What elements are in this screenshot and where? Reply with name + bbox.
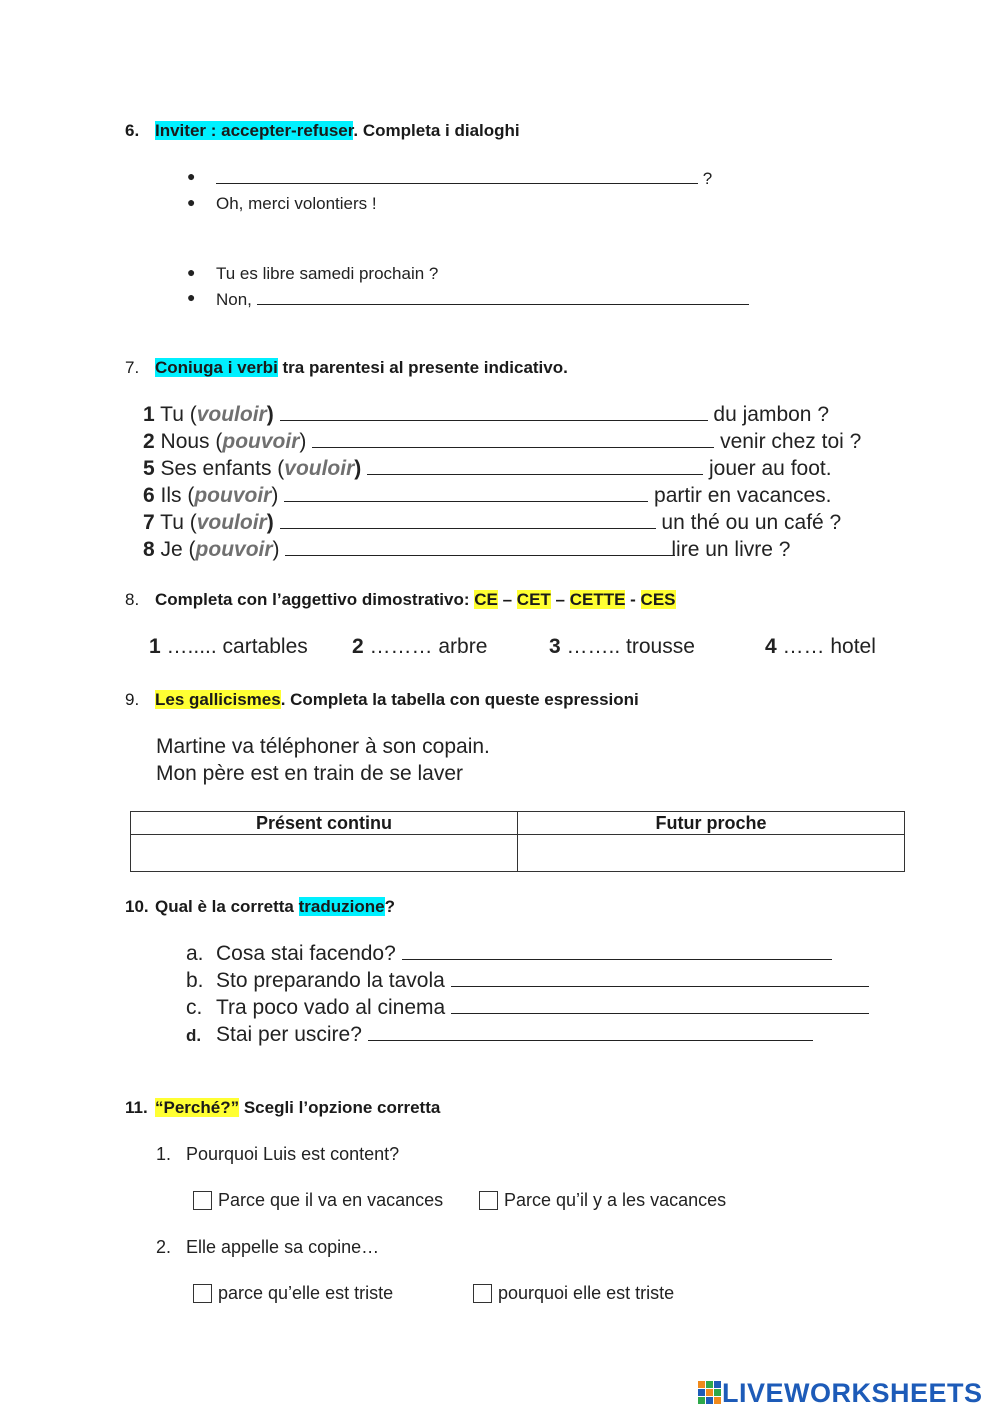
q7-number: 7. — [125, 358, 140, 377]
subject: Ils ( — [160, 484, 195, 507]
paren: ) — [266, 403, 274, 426]
q7-highlight: Coniuga i verbi — [155, 358, 278, 377]
q6-instruction: . Completa i dialoghi — [353, 121, 520, 140]
separator: - — [625, 590, 641, 609]
dialogue-text: Non, — [216, 290, 252, 309]
item-letter: c. — [186, 996, 203, 1019]
bullet-icon: ● — [187, 264, 196, 280]
q11-question-1 — [156, 1144, 399, 1165]
verb: vouloir — [284, 457, 355, 480]
q7-instruction: tra parentesi al presente indicativo. — [277, 358, 568, 377]
dialogue-text: Tu es libre samedi prochain ? — [216, 264, 439, 283]
item-number: 7 — [143, 511, 155, 534]
paren: ) — [271, 484, 279, 507]
item-text: Cosa stai facendo? — [216, 942, 396, 965]
header-present-continu: Présent continu — [131, 812, 518, 835]
answer-blank[interactable] — [284, 486, 648, 502]
question-number: 1. — [156, 1144, 172, 1164]
item-text: Stai per uscire? — [216, 1023, 362, 1046]
header-futur-proche: Futur proche — [518, 812, 905, 835]
q11-highlight: “Perché?” — [155, 1098, 240, 1117]
item-number: 1 — [143, 403, 155, 426]
option-cette: CETTE — [569, 590, 626, 609]
item-number: 3 — [549, 635, 561, 658]
liveworksheets-logo-text: LIVEWORKSHEETS — [722, 1378, 983, 1408]
q11-question-2 — [156, 1237, 379, 1258]
verb: vouloir — [196, 511, 267, 534]
q6-dialogue2-line1 — [187, 264, 439, 284]
checkbox[interactable] — [479, 1191, 498, 1210]
item-number: 2 — [352, 635, 364, 658]
verb: pouvoir — [194, 484, 272, 507]
separator: – — [550, 590, 570, 609]
q10-item — [186, 942, 832, 966]
q10-number: 10. — [125, 897, 149, 916]
item-text: Tra poco vado al cinema — [216, 996, 446, 1019]
subject: Nous ( — [160, 430, 223, 453]
verb: vouloir — [196, 403, 267, 426]
q8-item[interactable] — [765, 635, 876, 659]
q11-q2-option-1[interactable] — [193, 1283, 393, 1304]
option-label: pourquoi elle est triste — [498, 1283, 675, 1303]
q6-heading — [125, 121, 520, 141]
item-text: Sto preparando la tavola — [216, 969, 445, 992]
paren: ) — [354, 457, 362, 480]
option-label: parce qu’elle est triste — [218, 1283, 394, 1303]
q10-item — [186, 996, 869, 1020]
q10-highlight: traduzione — [298, 897, 385, 916]
answer-blank[interactable] — [280, 513, 656, 529]
paren: ) — [266, 511, 274, 534]
item-tail: partir en vacances. — [654, 484, 832, 507]
q7-item — [143, 457, 832, 481]
verb: pouvoir — [222, 430, 300, 453]
item-number: 1 — [149, 635, 161, 658]
item-text: ……… arbre — [369, 635, 488, 658]
subject: Tu ( — [160, 511, 197, 534]
answer-blank[interactable] — [216, 168, 698, 184]
checkbox[interactable] — [193, 1191, 212, 1210]
q6-highlight: Inviter : accepter-refuser — [155, 121, 354, 140]
item-number: 4 — [765, 635, 777, 658]
answer-blank[interactable] — [257, 289, 749, 305]
item-letter: b. — [186, 969, 204, 992]
question-mark: ? — [702, 169, 713, 188]
answer-blank[interactable] — [368, 1025, 813, 1041]
q8-heading — [125, 590, 676, 610]
q6-dialogue2-line2 — [187, 289, 749, 310]
subject: Tu ( — [160, 403, 197, 426]
q10-item — [186, 1023, 813, 1047]
option-ce: CE — [474, 590, 498, 609]
item-tail: un thé ou un café ? — [661, 511, 842, 534]
q8-item[interactable] — [149, 635, 308, 659]
q10-instruction-end: ? — [384, 897, 395, 916]
item-tail: du jambon ? — [713, 403, 830, 426]
liveworksheets-logo-icon — [698, 1380, 722, 1406]
answer-blank[interactable] — [312, 432, 714, 448]
option-label: Parce qu’il y a les vacances — [504, 1190, 727, 1210]
q7-item — [143, 484, 831, 508]
q6-dialogue1-line2 — [187, 194, 377, 214]
q11-heading — [125, 1098, 440, 1118]
q10-heading — [125, 897, 395, 917]
q6-dialogue1-line1 — [187, 168, 713, 189]
separator: – — [497, 590, 517, 609]
checkbox[interactable] — [193, 1284, 212, 1303]
q8-item[interactable] — [549, 635, 695, 659]
item-letter: d. — [186, 1026, 202, 1045]
item-text: …..... cartables — [166, 635, 308, 658]
q9-highlight: Les gallicismes — [155, 690, 281, 709]
item-number: 2 — [143, 430, 155, 453]
item-number: 5 — [143, 457, 155, 480]
item-number: 8 — [143, 538, 155, 561]
paren: ) — [272, 538, 280, 561]
dialogue-text: Oh, merci volontiers ! — [216, 194, 377, 213]
item-tail: venir chez toi ? — [720, 430, 862, 453]
q8-number: 8. — [125, 590, 140, 609]
option-cet: CET — [516, 590, 551, 609]
q8-instruction: Completa con l’aggettivo dimostrativo: — [155, 590, 475, 609]
q11-number: 11. — [125, 1098, 148, 1117]
drop-zone-futur-proche[interactable] — [518, 835, 905, 872]
item-tail: lire un livre ? — [671, 538, 791, 561]
item-number: 6 — [143, 484, 155, 507]
answer-blank[interactable] — [451, 998, 869, 1014]
bullet-icon: ● — [187, 168, 196, 184]
bullet-icon: ● — [187, 194, 196, 210]
q7-item — [143, 538, 790, 562]
question-number: 2. — [156, 1237, 172, 1257]
q7-item — [143, 403, 829, 427]
answer-blank[interactable] — [367, 459, 703, 475]
q10-instruction: Qual è la corretta — [155, 897, 299, 916]
q11-instruction: Scegli l’opzione corretta — [239, 1098, 441, 1117]
item-letter: a. — [186, 942, 204, 965]
option-label: Parce que il va en vacances — [218, 1190, 444, 1210]
question-text: Elle appelle sa copine… — [186, 1237, 380, 1257]
liveworksheets-logo — [698, 1378, 983, 1408]
item-text: …… hotel — [782, 635, 876, 658]
q6-number: 6. — [125, 121, 140, 140]
subject: Je ( — [160, 538, 196, 561]
answer-blank[interactable] — [285, 540, 675, 556]
item-text: …….. trousse — [566, 635, 695, 658]
bullet-icon: ● — [187, 289, 196, 305]
drop-zone-present-continu[interactable] — [131, 835, 518, 872]
q9-heading — [125, 690, 639, 710]
q7-item — [143, 430, 861, 454]
q11-q1-option-1[interactable] — [193, 1190, 443, 1211]
item-tail: jouer au foot. — [708, 457, 832, 480]
q11-q2-option-2[interactable] — [473, 1283, 674, 1304]
q8-item[interactable] — [352, 635, 487, 659]
option-ces: CES — [640, 590, 676, 609]
q9-sentence[interactable]: Martine va téléphoner à son copain. — [156, 735, 490, 758]
answer-blank[interactable] — [280, 405, 708, 421]
subject: Ses enfants ( — [160, 457, 285, 480]
q7-item — [143, 511, 841, 535]
q7-heading — [125, 358, 568, 378]
answer-blank[interactable] — [451, 971, 869, 987]
answer-blank[interactable] — [402, 944, 832, 960]
q9-sentence[interactable]: Mon père est en train de se laver — [156, 762, 464, 785]
checkbox[interactable] — [473, 1284, 492, 1303]
q9-instruction: . Completa la tabella con queste espressioni — [280, 690, 639, 709]
q11-q1-option-2[interactable] — [479, 1190, 726, 1211]
verb: pouvoir — [195, 538, 273, 561]
paren: ) — [299, 430, 307, 453]
gallicisms-table — [130, 811, 905, 872]
q9-number: 9. — [125, 690, 140, 709]
question-text: Pourquoi Luis est content? — [186, 1144, 400, 1164]
q10-item — [186, 969, 869, 993]
